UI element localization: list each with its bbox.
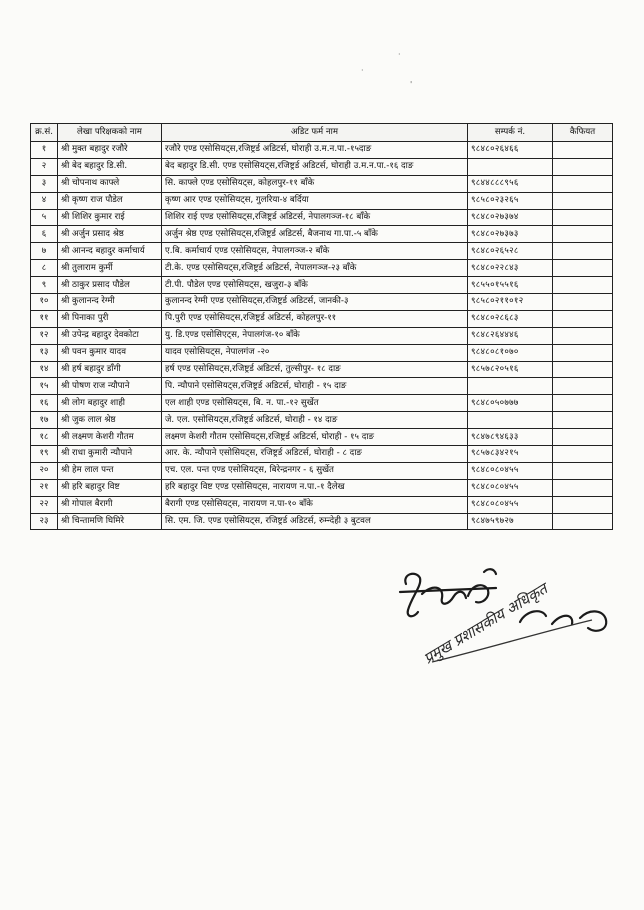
row-contact-number: ९८४४८८८९५६ [468,175,553,192]
row-remarks [553,294,613,311]
table-row [31,158,613,175]
row-firm-name: पि. न्यौपाने एसोसियट्स,रजिष्ट्रर्ड अडिटर्स, घोराही - १५ दाङ [162,378,468,395]
row-serial: ७ [31,243,58,260]
row-contact-number: ९८५८०२११०१२ [468,294,553,311]
row-contact-number [468,158,553,175]
row-serial: ११ [31,310,58,327]
row-serial: १९ [31,446,58,463]
row-remarks [553,277,613,294]
row-firm-name: शिशिर राई एण्ड एसोसियट्स,रजिष्ट्रर्ड अडिटर्स, नेपालगञ्ज-१८ बाँके [162,209,468,226]
row-remarks [553,310,613,327]
row-contact-number [468,412,553,429]
row-remarks [553,462,613,479]
row-auditor-name: श्री जुक लाल श्रेष्ठ [58,412,162,429]
row-serial: १८ [31,429,58,446]
row-auditor-name: श्री तुलाराम कुर्मी [58,260,162,277]
row-remarks [553,513,613,530]
row-auditor-name: श्री कुलानन्द रेग्मी [58,294,162,311]
row-auditor-name: श्री उपेन्द्र बहादुर देवकोटा [58,327,162,344]
scan-speck: · [361,66,364,75]
row-contact-number: ९८४८०२६४६६ [468,142,553,159]
row-contact-number: ९८५५०१५५१६ [468,277,553,294]
row-serial: २ [31,158,58,175]
row-serial: ८ [31,260,58,277]
table-row [31,327,613,344]
row-remarks [553,192,613,209]
row-remarks [553,446,613,463]
row-serial: २० [31,462,58,479]
table-row [31,175,613,192]
row-auditor-name: श्री अर्जुन प्रसाद श्रेष्ठ [58,226,162,243]
table-row [31,513,613,530]
row-auditor-name: श्री ठाकुर प्रसाद पौडेल [58,277,162,294]
table-row [31,260,613,277]
row-remarks [553,496,613,513]
row-serial: २३ [31,513,58,530]
signature-stamp [392,566,622,696]
table-row [31,243,613,260]
table-row [31,310,613,327]
row-remarks [553,226,613,243]
row-serial: १६ [31,395,58,412]
table-row [31,277,613,294]
header-contact: सम्पर्क नं. [468,124,553,142]
scan-speck: ' [410,80,413,89]
row-contact-number: ९८५७८३४२१५ [468,446,553,463]
row-auditor-name: श्री शिशिर कुमार राई [58,209,162,226]
row-serial: १ [31,142,58,159]
row-remarks [553,378,613,395]
row-contact-number: ९८४८०२२८४३ [468,260,553,277]
row-contact-number: ९८४८०५०७७७ [468,395,553,412]
row-serial: ५ [31,209,58,226]
table-row [31,496,613,513]
row-remarks [553,158,613,175]
row-contact-number: ९८४८०२६५२८ [468,243,553,260]
row-auditor-name: श्री हरि बहादुर विष्ट [58,479,162,496]
row-firm-name: सि. एम. जि. एण्ड एसोसियट्स, रजिष्ट्रर्ड अडिटर्स, रुम्न्देही ३ बुटवल [162,513,468,530]
row-serial: ३ [31,175,58,192]
table-row [31,209,613,226]
row-auditor-name: श्री गोपाल बैरागी [58,496,162,513]
row-remarks [553,327,613,344]
row-remarks [553,412,613,429]
row-contact-number: ९८४८०८०४५५ [468,479,553,496]
row-serial: १० [31,294,58,311]
row-serial: १७ [31,412,58,429]
row-auditor-name: श्री लक्ष्मण केशरी गौतम [58,429,162,446]
row-contact-number: ९८४७५९७२७ [468,513,553,530]
row-contact-number: ९८४८०८०४५५ [468,462,553,479]
row-contact-number: ९८४७८९४६३३ [468,429,553,446]
header-serial: क्र.सं. [31,124,58,142]
table-row [31,412,613,429]
row-auditor-name: श्री आनन्द बहादुर कर्माचार्य [58,243,162,260]
row-remarks [553,175,613,192]
row-contact-number: ९८५८०२३२६५ [468,192,553,209]
table-row [31,344,613,361]
row-auditor-name: श्री कृष्ण राज पौडेल [58,192,162,209]
row-serial: १५ [31,378,58,395]
row-firm-name: यादव एसोसियट्स, नेपालगंज -२० [162,344,468,361]
row-firm-name: आर. के. न्यौपाने एसोसियट्स, रजिष्ट्रर्ड अडिटर्स, घोराही - ८ दाङ [162,446,468,463]
table-row [31,294,613,311]
row-firm-name: हर्ष एण्ड एसोसियट्स,रजिष्ट्रर्ड अडिटर्स, तुल्सीपुर- १८ दाङ [162,361,468,378]
row-contact-number: ९८४८०२७३७३ [468,226,553,243]
table-row [31,446,613,463]
row-auditor-name: श्री चोपनाथ काफ्ले [58,175,162,192]
table-row [31,378,613,395]
table-row [31,192,613,209]
row-auditor-name: श्री पवन कुमार यादव [58,344,162,361]
scan-speck: · [398,50,401,59]
row-remarks [553,209,613,226]
row-serial: २२ [31,496,58,513]
row-contact-number [468,378,553,395]
row-remarks [553,142,613,159]
row-contact-number: ९८४८०२७३७४ [468,209,553,226]
row-contact-number: ९८४८२६४४४६ [468,327,553,344]
table-row [31,479,613,496]
row-remarks [553,344,613,361]
row-firm-name: टी.पी. पौडेल एण्ड एसोसियट्स, खजुरा-३ बाँके [162,277,468,294]
header-firm-name: अडिट फर्म नाम [162,124,468,142]
row-firm-name: रजौरे एण्ड एसोसियट्स,रजिष्ट्रर्ड अडिटर्स, घोराही उ.म.न.पा.-१५दाङ [162,142,468,159]
row-firm-name: ए.बि. कर्माचार्य एण्ड एसोसियट्स, नेपालगञ्ज-२ बाँके [162,243,468,260]
row-auditor-name: श्री मुक्त बहादुर रजौरे [58,142,162,159]
row-contact-number: ९८४८०२८६८३ [468,310,553,327]
table-row [31,226,613,243]
row-contact-number: ९८४८०८१०७० [468,344,553,361]
row-serial: ९ [31,277,58,294]
row-firm-name: सि. काफ्ले एण्ड एसोसियट्स, कोहलपुर-११ बाँके [162,175,468,192]
row-firm-name: कुलानन्द रेग्मी एण्ड एसोसियट्स,रजिष्ट्रर्ड अडिटर्स, जानकी-३ [162,294,468,311]
row-firm-name: टी.के. एण्ड एसोसियट्स,रजिष्ट्रर्ड अडिटर्स, नेपालगञ्ज-२३ बाँके [162,260,468,277]
row-firm-name: एच. एल. पन्त एण्ड एसोसियट्स, बिरेन्द्रनगर - ६ सुर्खेत [162,462,468,479]
row-contact-number: ९८५७८२०५१६ [468,361,553,378]
row-remarks [553,395,613,412]
table-row [31,395,613,412]
row-firm-name: अर्जुन श्रेष्ठ एण्ड एसोसियट्स,रजिष्ट्रर्ड अडिटर्स, बैजनाथ गा.पा.-५ बाँके [162,226,468,243]
row-remarks [553,260,613,277]
row-auditor-name: श्री राधा कुमारी न्यौपाने [58,446,162,463]
table-row [31,361,613,378]
table-row [31,429,613,446]
row-firm-name: यु. डि.एण्ड एसोसिएट्स, नेपालगंज-१० बाँके [162,327,468,344]
row-firm-name: हरि बहादुर विष्ट एण्ड एसोसियट्स, नारायण न.पा.-१ दैलेख [162,479,468,496]
row-firm-name: एल शाही एण्ड एसोसियट्स, बि. न. पा.-१२ सुर्खेत [162,395,468,412]
row-remarks [553,243,613,260]
row-remarks [553,479,613,496]
row-auditor-name: श्री पोषण राज न्यौपाने [58,378,162,395]
row-serial: ६ [31,226,58,243]
row-serial: ४ [31,192,58,209]
row-firm-name: कृष्ण आर एण्ड एसोसियट्स, गुलरिया-४ बर्दिया [162,192,468,209]
stamp-designation: प्रमुख प्रशासकीय अधिकृत [420,579,551,668]
header-auditor-name: लेखा परिक्षकको नाम [58,124,162,142]
row-contact-number: ९८४८०८०४५५ [468,496,553,513]
header-remarks: कैफियत [553,124,613,142]
table-header-row [31,124,613,142]
row-remarks [553,429,613,446]
row-serial: २१ [31,479,58,496]
row-auditor-name: श्री पिनाका पुरी [58,310,162,327]
row-firm-name: पि.पुरी एण्ड एसोसियट्स,रजिष्ट्रर्ड अडिटर्स, कोहलपुर-११ [162,310,468,327]
table-row [31,142,613,159]
row-firm-name: बेद बहादुर डि.सी. एण्ड एसोसियट्स,रजिष्ट्रर्ड अडिटर्स, घोराही उ.म.न.पा.-१६ दाङ [162,158,468,175]
row-auditor-name: श्री चिन्तामणि घिमिरे [58,513,162,530]
row-remarks [553,361,613,378]
row-firm-name: जे. एल. एसोसियट्स,रजिष्ट्रर्ड अडिटर्स, घोराही - १४ दाङ [162,412,468,429]
row-firm-name: लक्ष्मण केशरी गौतम एसोसियट्स,रजिष्ट्रर्ड अडिटर्स, घोराही - १५ दाङ [162,429,468,446]
row-auditor-name: श्री बेद बहादुर डि.सी. [58,158,162,175]
row-firm-name: बैरागी एण्ड एसोसियट्स, नारायण न.पा-१० बाँके [162,496,468,513]
row-serial: १४ [31,361,58,378]
table-row [31,462,613,479]
row-serial: १२ [31,327,58,344]
row-auditor-name: श्री हर्ष बहादुर डाँगी [58,361,162,378]
row-auditor-name: श्री लोग बहादुर शाही [58,395,162,412]
auditor-register-table [30,123,613,530]
row-serial: १३ [31,344,58,361]
row-auditor-name: श्री हेम लाल पन्त [58,462,162,479]
